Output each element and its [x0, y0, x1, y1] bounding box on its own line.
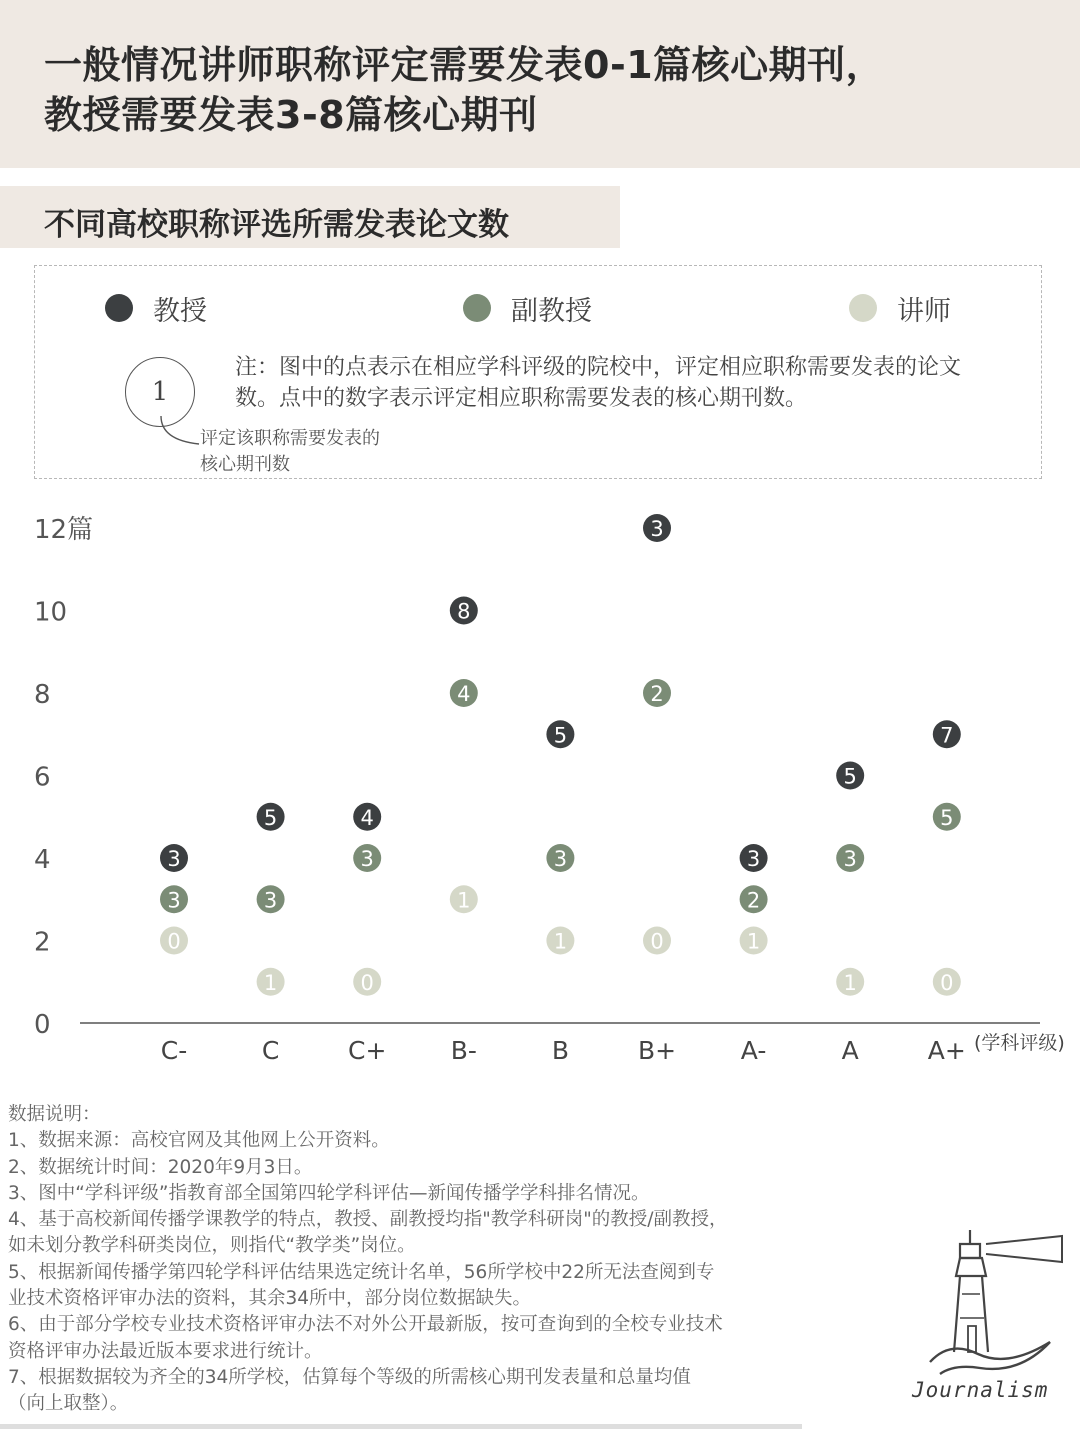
data-point-label: 3 [263, 888, 278, 913]
data-point [257, 803, 285, 831]
data-point-label: 3 [360, 847, 374, 871]
data-point [353, 968, 381, 996]
x-tick-label: C [261, 1036, 280, 1065]
data-point [257, 968, 285, 996]
data-point-label: 3 [553, 847, 568, 871]
data-point-label: 0 [650, 929, 664, 954]
data-point [450, 597, 478, 625]
x-tick-label: C+ [347, 1036, 387, 1065]
data-point-label: 5 [843, 764, 857, 789]
data-point-label: 1 [746, 929, 761, 954]
data-point-label: 3 [167, 847, 181, 871]
data-notes-heading: 数据说明： [8, 1104, 101, 1125]
data-point [160, 844, 188, 872]
data-note-line: 业技术资格评审办法的资料，其余34所中，部分岗位数据缺失。 [8, 1288, 532, 1310]
y-tick-label: 10 [34, 597, 68, 628]
data-point-label: 5 [553, 723, 568, 748]
legend-label-professor: 教授 [153, 295, 207, 327]
data-point-label: 2 [746, 888, 761, 913]
data-point [740, 927, 768, 955]
data-note-line: 6、由于部分学校专业技术资格评审办法不对外公开最新版，按可查询到的全校专业技术 [8, 1314, 723, 1336]
data-point-label: 0 [167, 929, 181, 954]
data-point [836, 762, 864, 790]
data-point [740, 844, 768, 872]
data-point [257, 885, 285, 913]
data-note-line: 4、基于高校新闻传播学课教学的特点，教授、副教授均指"教学科研岗"的教授/副教授， [8, 1209, 728, 1231]
data-point [450, 679, 478, 707]
data-point [933, 720, 961, 748]
data-point-label: 1 [843, 970, 857, 995]
data-point [160, 927, 188, 955]
data-point [836, 968, 864, 996]
chart-title-panel [0, 186, 620, 248]
data-point-label: 3 [650, 517, 664, 541]
data-point [933, 803, 961, 831]
data-point [546, 720, 574, 748]
data-point [643, 679, 671, 707]
legend-item-professor [105, 290, 207, 326]
data-point [643, 514, 671, 542]
data-point [160, 885, 188, 913]
x-tick-label: B- [450, 1036, 477, 1065]
note-sample-number: 1 [151, 377, 169, 407]
y-tick-label: 0 [34, 1010, 51, 1040]
legend-dot-associate [463, 294, 491, 322]
headline-panel [0, 0, 1080, 168]
note-pointer-icon [155, 414, 205, 454]
data-point [836, 844, 864, 872]
note-caption: 评定该职称需要发表的核心期刊数 [200, 428, 380, 475]
x-tick-label: A- [740, 1036, 767, 1065]
data-point [546, 844, 574, 872]
data-point-label: 0 [360, 970, 374, 995]
x-axis-label: (学科评级) [974, 1032, 1065, 1054]
data-point-label: 1 [263, 970, 278, 995]
data-point [353, 803, 381, 831]
legend-label-associate: 副教授 [511, 295, 592, 327]
data-point [933, 968, 961, 996]
data-point-label: 0 [940, 970, 954, 995]
data-point-label: 5 [940, 805, 954, 830]
data-note-line: 1、数据来源：高校官网及其他网上公开资料。 [8, 1130, 390, 1152]
legend-dot-lecturer [849, 294, 877, 322]
data-note-line: 资格评审办法最近版本要求进行统计。 [8, 1340, 323, 1362]
x-tick-label: C- [160, 1036, 188, 1065]
data-point [643, 927, 671, 955]
x-tick-label: A [841, 1036, 859, 1065]
y-tick-label: 6 [34, 762, 51, 793]
scatter-chart [0, 495, 1080, 1070]
data-point-label: 2 [650, 682, 664, 706]
data-point-label: 3 [746, 847, 761, 871]
chart-title: 不同高校职称评选所需发表论文数 [44, 207, 509, 243]
data-point-label: 1 [553, 929, 568, 954]
data-point-label: 4 [360, 805, 374, 830]
x-tick-label: A+ [927, 1036, 966, 1065]
legend-box [34, 265, 1042, 479]
data-note-line: 2、数据统计时间：2020年9月3日。 [8, 1156, 313, 1178]
y-tick-label: 4 [34, 845, 51, 875]
lighthouse-icon [900, 1222, 1070, 1382]
data-note-line: 3、图中“学科评级”指教育部全国第四轮学科评估—新闻传播学学科排名情况。 [8, 1182, 650, 1204]
x-tick-label: B [551, 1036, 569, 1065]
y-tick-label: 8 [34, 680, 51, 710]
y-tick-label: 12篇 [34, 515, 94, 545]
data-note-line: 5、根据新闻传播学第四轮学科评估结果选定统计名单，56所学校中22所无法查阅到专 [8, 1261, 715, 1283]
headline-line-1: 一般情况讲师职称评定需要发表0-1篇核心期刊， [44, 43, 885, 87]
note-text: 注：图中的点表示在相应学科评级的院校中，评定相应职称需要发表的论文数。点中的数字表示评定相应职称需要发表的核心期刊数。 [235, 355, 962, 411]
headline-line-2: 教授需要发表3-8篇核心期刊 [44, 93, 538, 137]
data-point-label: 8 [457, 599, 471, 624]
legend-label-lecturer: 讲师 [897, 295, 951, 327]
data-note-line: （向上取整）。 [8, 1393, 129, 1415]
logo-text: Journalism [912, 1378, 1049, 1402]
data-note-line: 7、根据数据较为齐全的34所学校，估算每个等级的所需核心期刊发表量和总量均值 [8, 1366, 691, 1388]
data-point-label: 3 [843, 847, 857, 871]
data-point-label: 3 [167, 888, 181, 913]
data-point [740, 885, 768, 913]
x-tick-label: B+ [637, 1036, 677, 1065]
data-point-label: 4 [457, 682, 471, 706]
data-note-line: 如未划分教学科研类岗位，则指代“教学类”岗位。 [8, 1235, 416, 1257]
y-tick-label: 2 [34, 927, 51, 958]
legend-dot-professor [105, 294, 133, 322]
legend-item-lecturer [849, 290, 951, 326]
data-point-label: 1 [457, 888, 471, 913]
data-point-label: 7 [940, 723, 954, 748]
bottom-divider [0, 1424, 802, 1429]
data-point-label: 5 [263, 805, 278, 830]
data-point [546, 927, 574, 955]
data-point [353, 844, 381, 872]
data-notes [8, 1102, 858, 1418]
legend-item-associate [463, 290, 592, 326]
data-point [450, 885, 478, 913]
